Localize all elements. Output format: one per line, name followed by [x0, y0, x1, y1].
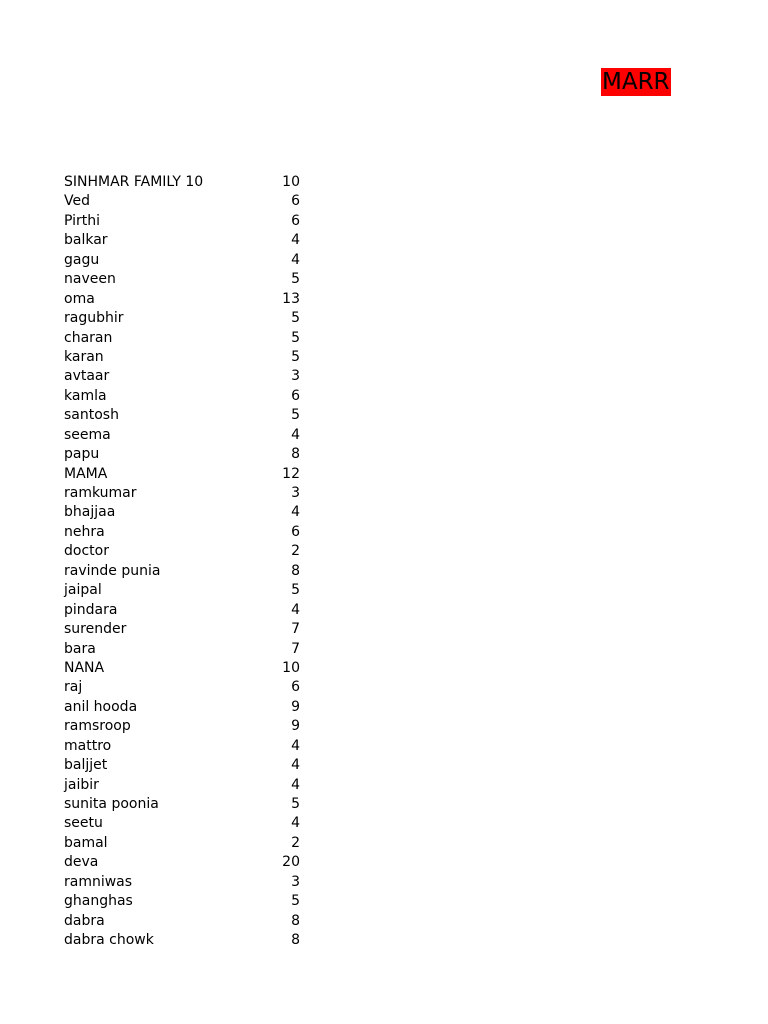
table-row — [64, 717, 300, 736]
row-value: 9 — [291, 718, 300, 735]
table-row — [64, 698, 300, 717]
row-value: 20 — [282, 854, 300, 871]
row-name: bamal — [64, 834, 108, 851]
row-name: santosh — [64, 407, 119, 424]
row-value: 6 — [291, 523, 300, 540]
row-value: 5 — [291, 893, 300, 910]
table-row — [64, 542, 300, 561]
table-row — [64, 523, 300, 542]
row-value: 6 — [291, 212, 300, 229]
table-row — [64, 873, 300, 892]
table-row — [64, 251, 300, 270]
table-row — [64, 892, 300, 911]
table-row — [64, 212, 300, 231]
row-value: 5 — [291, 310, 300, 327]
row-value: 9 — [291, 698, 300, 715]
row-name: oma — [64, 290, 95, 307]
table-row — [64, 678, 300, 697]
row-value: 5 — [291, 582, 300, 599]
table-row — [64, 931, 300, 950]
table-row — [64, 465, 300, 484]
row-name: ghanghas — [64, 893, 133, 910]
row-name: balkar — [64, 232, 108, 249]
row-name: bara — [64, 640, 96, 657]
row-value: 4 — [291, 504, 300, 521]
table-row — [64, 290, 300, 309]
row-value: 12 — [282, 465, 300, 482]
row-value: 8 — [291, 912, 300, 929]
table-row — [64, 737, 300, 756]
row-value: 8 — [291, 562, 300, 579]
row-value: 4 — [291, 251, 300, 268]
row-name: gagu — [64, 251, 100, 268]
row-name: raj — [64, 679, 83, 696]
row-value: 3 — [291, 485, 300, 501]
row-value: 5 — [291, 271, 300, 288]
table-row — [64, 173, 300, 192]
table-row — [64, 387, 300, 406]
row-name: baljjet — [64, 757, 108, 774]
row-value: 8 — [291, 932, 300, 949]
table-row — [64, 912, 300, 931]
table-row — [64, 601, 300, 620]
row-value: 4 — [291, 232, 300, 249]
row-name: charan — [64, 329, 113, 346]
row-name: NANA — [64, 659, 105, 676]
row-value: 6 — [291, 193, 300, 210]
row-name: kamla — [64, 387, 107, 404]
table-row — [64, 853, 300, 872]
row-name: anil hooda — [64, 698, 138, 715]
row-value: 4 — [291, 426, 300, 443]
table-row — [64, 270, 300, 289]
row-name: ramkumar — [64, 485, 137, 501]
table-row — [64, 426, 300, 445]
table-row — [64, 581, 300, 600]
row-name: jaibir — [64, 776, 99, 793]
row-name: avtaar — [64, 368, 110, 385]
row-name: doctor — [64, 543, 109, 560]
row-value: 6 — [291, 387, 300, 404]
row-name: nehra — [64, 523, 105, 540]
table-row — [64, 503, 300, 522]
row-value: 5 — [291, 796, 300, 812]
table-row — [64, 814, 300, 833]
row-value: 4 — [291, 815, 300, 832]
row-name: ramniwas — [64, 873, 133, 890]
table-row — [64, 562, 300, 581]
table-row — [64, 445, 300, 464]
row-value: 5 — [291, 329, 300, 346]
table-row — [64, 348, 300, 367]
row-name: seetu — [64, 815, 103, 832]
table-row — [64, 192, 300, 211]
row-name: pindara — [64, 601, 118, 618]
row-name: ramsroop — [64, 718, 131, 735]
row-value: 2 — [291, 543, 300, 560]
row-value: 10 — [282, 659, 300, 676]
table-row — [64, 620, 300, 639]
table-row — [64, 640, 300, 659]
row-value: 3 — [291, 368, 300, 385]
row-name: karan — [64, 348, 104, 365]
row-value: 7 — [291, 621, 300, 638]
row-value: 10 — [282, 174, 300, 190]
row-value: 7 — [291, 640, 300, 657]
row-name: seema — [64, 426, 111, 443]
row-value: 5 — [291, 407, 300, 424]
table-row — [64, 367, 300, 386]
header-title-badge: MARR — [602, 69, 670, 95]
row-value: 8 — [291, 446, 300, 463]
row-name: mattro — [64, 737, 112, 754]
row-name: surender — [64, 621, 127, 638]
row-name: dabra — [64, 912, 105, 929]
table-row — [64, 776, 300, 795]
row-name: dabra chowk — [64, 932, 154, 949]
row-value: 6 — [291, 679, 300, 696]
row-name: jaipal — [64, 582, 102, 599]
row-value: 2 — [291, 834, 300, 851]
row-value: 13 — [282, 290, 300, 307]
row-name: ragubhir — [64, 310, 124, 327]
row-name: SINHMAR FAMILY 10 — [64, 174, 204, 190]
name-count-table — [64, 173, 300, 951]
row-value: 4 — [291, 757, 300, 774]
table-row — [64, 309, 300, 328]
row-name: ravinde punia — [64, 562, 161, 579]
row-name: Ved — [64, 193, 90, 210]
table-row — [64, 756, 300, 775]
row-value: 4 — [291, 737, 300, 754]
row-value: 4 — [291, 601, 300, 618]
row-name: bhajjaa — [64, 504, 116, 521]
row-value: 4 — [291, 776, 300, 793]
table-row — [64, 406, 300, 425]
table-row — [64, 659, 300, 678]
row-name: Pirthi — [64, 212, 101, 229]
table-row — [64, 834, 300, 853]
table-row — [64, 329, 300, 348]
table-row — [64, 795, 300, 814]
row-value: 3 — [291, 873, 300, 890]
row-name: naveen — [64, 271, 116, 288]
table-row — [64, 231, 300, 250]
row-name: papu — [64, 446, 100, 463]
row-name: deva — [64, 854, 99, 871]
row-value: 5 — [291, 348, 300, 365]
table-row — [64, 484, 300, 503]
row-name: sunita poonia — [64, 796, 159, 812]
row-name: MAMA — [64, 465, 108, 482]
